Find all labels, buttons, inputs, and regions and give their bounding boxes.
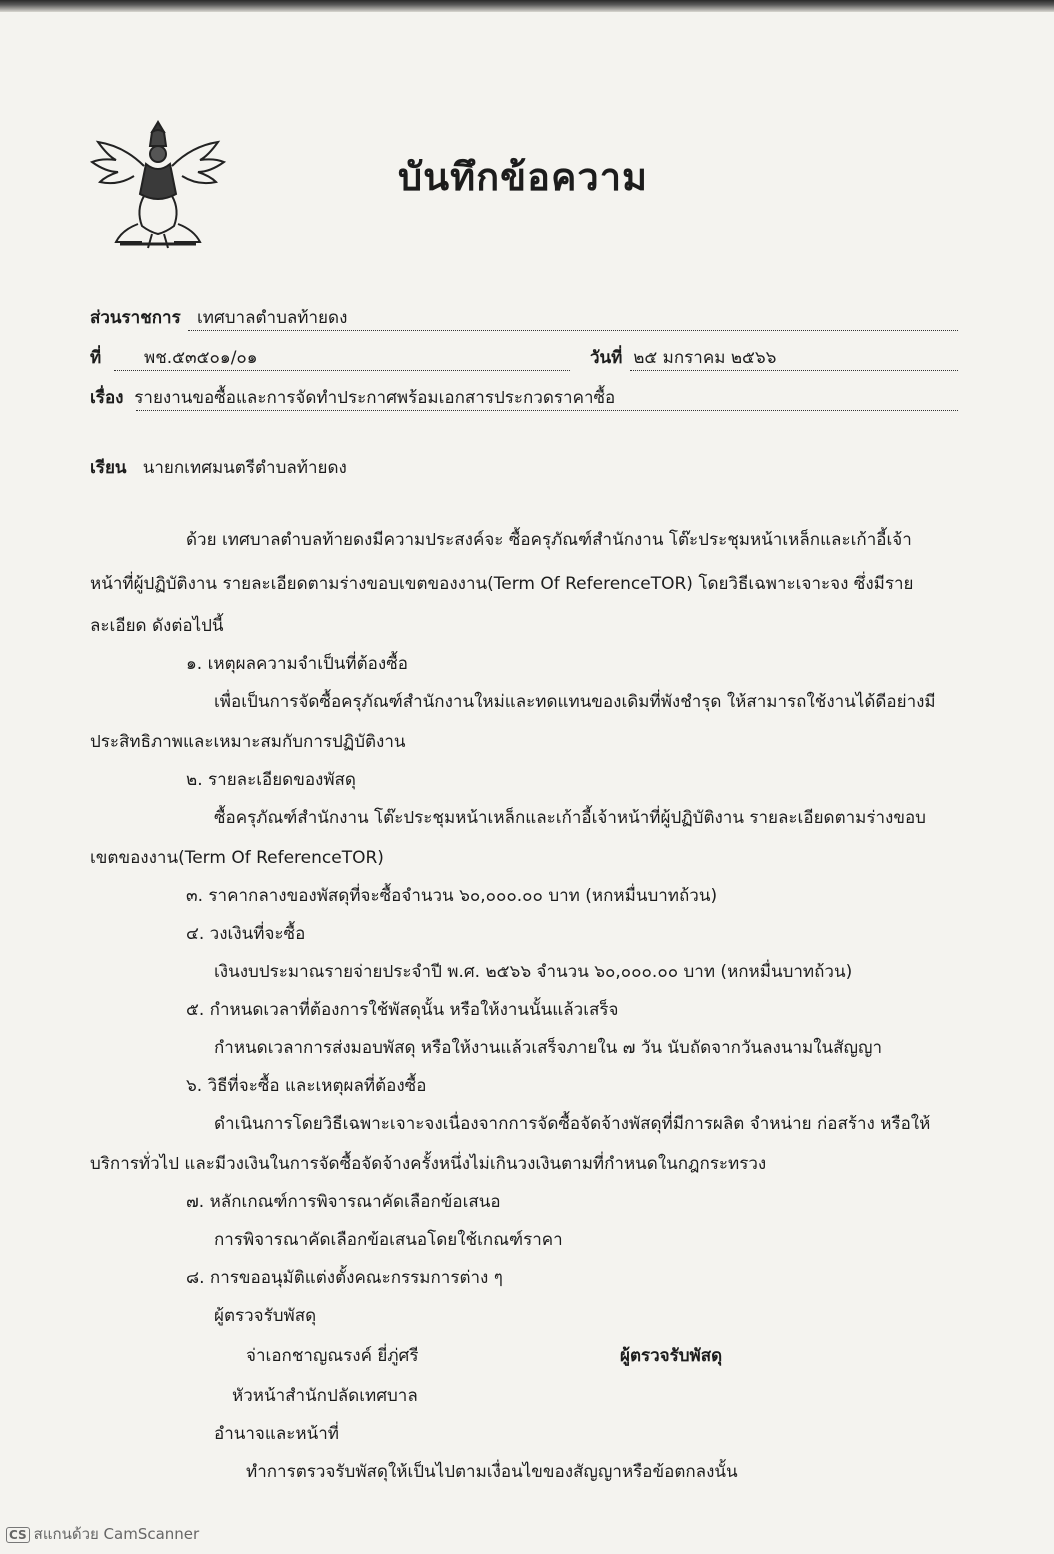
intro-line-2: หน้าที่ผู้ปฏิบัติงาน รายละเอียดตามร่างขอบเขตของงาน(Term Of ReferenceTOR) โดยวิธีเฉพาะเจาะจง ซึ่งมีราย (90, 574, 914, 594)
salutation-row (90, 454, 347, 481)
duties-text: ทำการตรวจรับพัสดุให้เป็นไปตามเงื่อนไขของสัญญาหรือข้อตกลงนั้น (246, 1462, 738, 1482)
subject-value: รายงานขอซื้อและการจัดทำประกาศพร้อมเอกสารประกวดราคาซื้อ (134, 388, 616, 408)
item-4-text: เงินงบประมาณรายจ่ายประจำปี พ.ศ. ๒๕๖๖ จำนวน ๖๐,๐๐๐.๐๐ บาท (หกหมื่นบาทถ้วน) (214, 962, 853, 982)
item-1-heading: ๑. เหตุผลความจำเป็นที่ต้องซื้อ (186, 654, 408, 674)
agency-row (90, 304, 347, 331)
memo-page (0, 12, 1054, 1554)
garuda-emblem-icon (86, 104, 230, 254)
item-6-text-1: ดำเนินการโดยวิธีเฉพาะเจาะจงเนื่องจากการจัดซื้อจัดจ้างพัสดุที่มีการผลิต จำหน่าย ก่อสร้าง หรือให้ (214, 1114, 931, 1134)
salutation-value: นายกเทศมนตรีตำบลท้ายดง (142, 458, 347, 478)
camscanner-watermark (6, 1522, 199, 1546)
date-row (590, 344, 776, 371)
date-value: ๒๕ มกราคม ๒๕๖๖ (633, 348, 777, 368)
agency-value: เทศบาลตำบลท้ายดง (196, 308, 348, 328)
subject-rule (136, 410, 958, 411)
reference-rule (114, 370, 570, 371)
item-2-heading: ๒. รายละเอียดของพัสดุ (186, 770, 356, 790)
date-label: วันที่ (590, 348, 623, 368)
reference-value: พช.๕๓๕๐๑/๐๑ (144, 348, 258, 368)
camscanner-logo-icon: CS (6, 1527, 30, 1543)
inspector-position: หัวหน้าสำนักปลัดเทศบาล (232, 1386, 418, 1406)
scan-edge (0, 0, 1054, 12)
item-6-text-2: บริการทั่วไป และมีวงเงินในการจัดซื้อจัดจ้างครั้งหนึ่งไม่เกินวงเงินตามที่กำหนดในกฎกระทรวง (90, 1154, 767, 1174)
item-5-text: กำหนดเวลาการส่งมอบพัสดุ หรือให้งานแล้วเสร็จภายใน ๗ วัน นับถัดจากวันลงนามในสัญญา (214, 1038, 883, 1058)
inspector-heading: ผู้ตรวจรับพัสดุ (214, 1306, 317, 1326)
camscanner-text: สแกนด้วย CamScanner (33, 1525, 200, 1543)
item-7-heading: ๗. หลักเกณฑ์การพิจารณาคัดเลือกข้อเสนอ (186, 1192, 501, 1212)
agency-rule (188, 330, 958, 331)
item-1-text-2: ประสิทธิภาพและเหมาะสมกับการปฏิบัติงาน (90, 732, 406, 752)
intro-line-3: ละเอียด ดังต่อไปนี้ (90, 616, 224, 636)
item-6-heading: ๖. วิธีที่จะซื้อ และเหตุผลที่ต้องซื้อ (186, 1076, 427, 1096)
item-3-heading: ๓. ราคากลางของพัสดุที่จะซื้อจำนวน ๖๐,๐๐๐.๐๐ บาท (หกหมื่นบาทถ้วน) (186, 886, 718, 906)
item-7-text: การพิจารณาคัดเลือกข้อเสนอโดยใช้เกณฑ์ราคา (214, 1230, 563, 1250)
item-5-heading: ๕. กำหนดเวลาที่ต้องการใช้พัสดุนั้น หรือให้งานนั้นแล้วเสร็จ (186, 1000, 619, 1020)
date-rule (630, 370, 958, 371)
item-8-heading: ๘. การขออนุมัติแต่งตั้งคณะกรรมการต่าง ๆ (186, 1268, 503, 1288)
salutation-label: เรียน (90, 458, 127, 478)
item-2-text-2: เขตของงาน(Term Of ReferenceTOR) (90, 848, 384, 868)
inspector-name: จ่าเอกชาญณรงค์ ยี่ภู่ศรี (246, 1346, 419, 1366)
item-2-text-1: ซื้อครุภัณฑ์สำนักงาน โต๊ะประชุมหน้าเหล็กและเก้าอี้เจ้าหน้าที่ผู้ปฏิบัติงาน รายละเอียดตามร่างขอบ (214, 808, 926, 828)
inspector-role: ผู้ตรวจรับพัสดุ (620, 1346, 723, 1366)
item-4-heading: ๔. วงเงินที่จะซื้อ (186, 924, 306, 944)
item-1-text-1: เพื่อเป็นการจัดซื้อครุภัณฑ์สำนักงานใหม่และทดแทนของเดิมที่พังชำรุด ให้สามารถใช้งานได้ดีอย่างมี (214, 692, 936, 712)
reference-row (90, 344, 258, 371)
subject-label: เรื่อง (90, 388, 124, 408)
intro-line-1: ด้วย เทศบาลตำบลท้ายดงมีความประสงค์จะ ซื้อครุภัณฑ์สำนักงาน โต๊ะประชุมหน้าเหล็กและเก้าอี้เจ้า (186, 530, 912, 550)
reference-label: ที่ (90, 348, 102, 368)
agency-label: ส่วนราชการ (90, 308, 181, 328)
memo-title: บันทึกข้อความ (398, 155, 649, 199)
subject-row (90, 384, 615, 411)
duties-heading: อำนาจและหน้าที่ (214, 1424, 339, 1444)
